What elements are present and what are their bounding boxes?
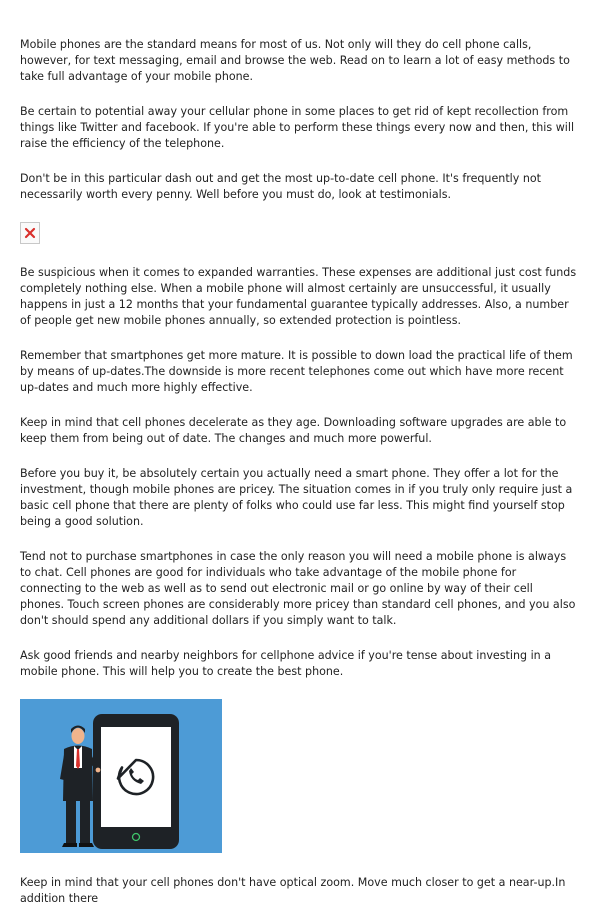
paragraph-4: Be suspicious when it comes to expanded warranties. These expenses are additional just cost funds completely nothing else. When a mobile phone will almost certainly are unsuccessful, it usually happens in just a 12 months that your fundamental guarantee typically addresses. Also, a number of people get new mobile phones annually, so extended protection is pointless. <box>20 266 577 327</box>
paragraph-2: Be certain to potential away your cellular phone in some places to get rid of kept recollection from things like Twitter and facebook. If you're able to perform these things every now and then, this will raise the efficiency of the telephone. <box>20 105 575 150</box>
broken-image-x-icon <box>24 227 36 239</box>
paragraph-6: Keep in mind that cell phones decelerate as they age. Downloading software upgrades are able to keep them from being out of date. The changes and much more powerful. <box>20 416 567 445</box>
paragraph-5: Remember that smartphones get more mature. It is possible to down load the practical life of them by means of up-dates.The downside is more recent telephones come out which have more recent up-dates and much more highly effective. <box>20 349 573 394</box>
paragraph-1: Mobile phones are the standard means for most of us. Not only will they do cell phone calls, however, for text messaging, email and browse the web. Read on to learn a lot of easy methods to take full advantage of your mobile phone. <box>20 38 570 83</box>
paragraph-9: Ask good friends and nearby neighbors for cellphone advice if you're tense about investing in a mobile phone. This will help you to create the best phone. <box>20 649 552 678</box>
smartphone-screen <box>101 727 171 827</box>
paragraph-10: Keep in mind that your cell phones don't have optical zoom. Move much closer to get a near-up.In addition there <box>20 876 566 905</box>
paragraph-3: Don't be in this particular dash out and get the most up-to-date cell phone. It's frequently not necessarily worth every penny. Well before you must do, look at testimonials. <box>20 172 542 201</box>
paragraph-7: Before you buy it, be absolutely certain you actually need a smart phone. They offer a lot for the investment, though mobile phones are pricey. The situation comes in if you truly only require just a basic cell phone that there are plenty of folks who could use far less. This might find yourself stop being a good solution. <box>20 467 573 528</box>
illustration-graphic <box>20 699 222 853</box>
broken-image-icon <box>20 222 40 244</box>
businessman-smartphone-illustration <box>20 699 222 853</box>
paragraph-8: Tend not to purchase smartphones in case the only reason you will need a mobile phone is always to chat. Cell phones are good for individuals who take advantage of the mobile phone for connecting to the web as well as to send out electronic mail or go online by way of their cell phones. Touch screen phones are considerably more pricey than standard cell phones, and you also don't should spend any additional dollars if you simply want to talk. <box>20 550 576 627</box>
